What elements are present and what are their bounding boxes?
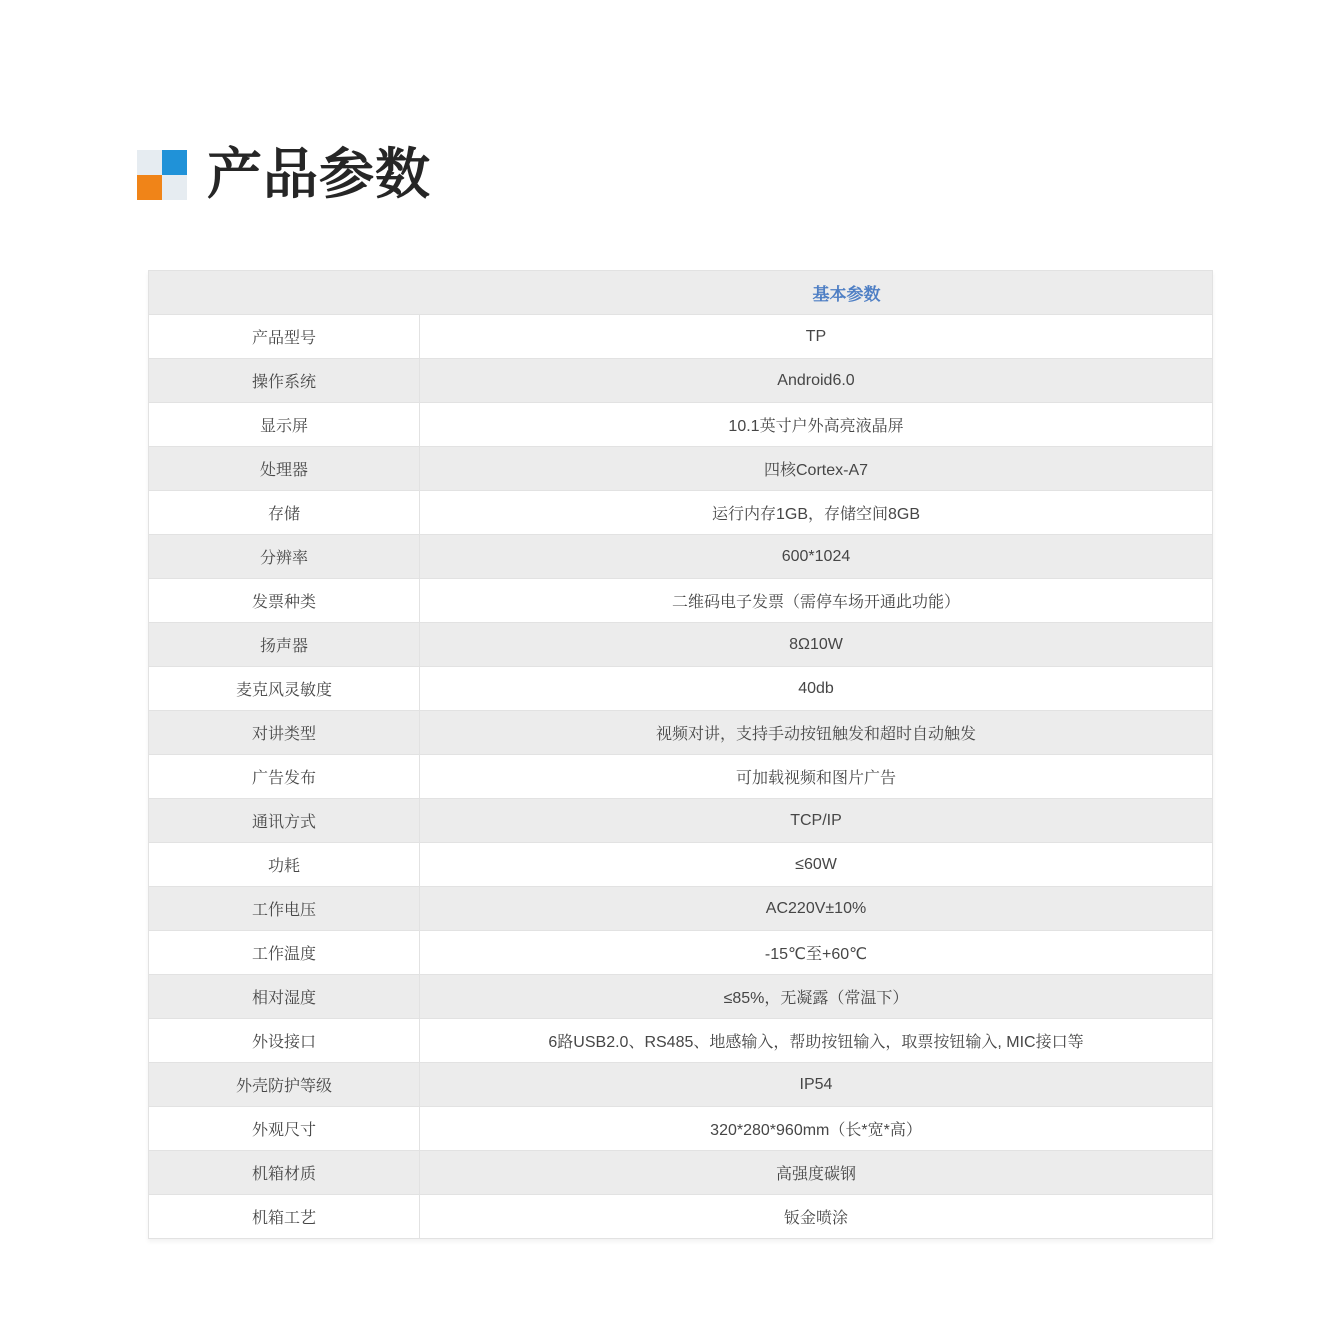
spec-label: 操作系统 xyxy=(149,359,420,403)
spec-value: 320*280*960mm（长*宽*高） xyxy=(420,1107,1213,1151)
logo-square-top-left xyxy=(137,150,162,175)
spec-value: TCP/IP xyxy=(420,799,1213,843)
table-row xyxy=(149,491,1213,535)
table-section-header: 基本参数 xyxy=(149,271,1213,315)
table-section-header-row xyxy=(149,271,1213,315)
spec-value: ≤60W xyxy=(420,843,1213,887)
table-row xyxy=(149,975,1213,1019)
table-row xyxy=(149,1107,1213,1151)
spec-label: 外观尺寸 xyxy=(149,1107,420,1151)
spec-value: 四核Cortex-A7 xyxy=(420,447,1213,491)
spec-value: 视频对讲，支持手动按钮触发和超时自动触发 xyxy=(420,711,1213,755)
table-row xyxy=(149,579,1213,623)
spec-label: 扬声器 xyxy=(149,623,420,667)
spec-value: 10.1英寸户外高亮液晶屏 xyxy=(420,403,1213,447)
spec-label: 对讲类型 xyxy=(149,711,420,755)
table-row xyxy=(149,359,1213,403)
spec-value: 8Ω10W xyxy=(420,623,1213,667)
table-row xyxy=(149,1195,1213,1239)
spec-value: 钣金喷涂 xyxy=(420,1195,1213,1239)
spec-value: Android6.0 xyxy=(420,359,1213,403)
table-row xyxy=(149,931,1213,975)
brand-logo-icon xyxy=(137,150,187,200)
spec-label: 功耗 xyxy=(149,843,420,887)
spec-value: 运行内存1GB，存储空间8GB xyxy=(420,491,1213,535)
table-row xyxy=(149,315,1213,359)
spec-value: IP54 xyxy=(420,1063,1213,1107)
title-block xyxy=(137,143,432,205)
logo-square-bottom-left xyxy=(137,175,162,200)
table-row xyxy=(149,1151,1213,1195)
spec-value: ≤85%，无凝露（常温下） xyxy=(420,975,1213,1019)
table-row xyxy=(149,535,1213,579)
spec-label: 机箱工艺 xyxy=(149,1195,420,1239)
spec-value: -15℃至+60℃ xyxy=(420,931,1213,975)
spec-label: 处理器 xyxy=(149,447,420,491)
spec-label: 机箱材质 xyxy=(149,1151,420,1195)
spec-value: 40db xyxy=(420,667,1213,711)
spec-label: 广告发布 xyxy=(149,755,420,799)
spec-label: 麦克风灵敏度 xyxy=(149,667,420,711)
spec-value: AC220V±10% xyxy=(420,887,1213,931)
spec-value: 6路USB2.0、RS485、地感输入，帮助按钮输入，取票按钮输入, MIC接口等 xyxy=(420,1019,1213,1063)
spec-value: 二维码电子发票（需停车场开通此功能） xyxy=(420,579,1213,623)
spec-table-body xyxy=(149,315,1213,1239)
spec-label: 外设接口 xyxy=(149,1019,420,1063)
logo-square-top-right xyxy=(162,150,187,175)
logo-square-bottom-right xyxy=(162,175,187,200)
table-row xyxy=(149,755,1213,799)
table-row xyxy=(149,843,1213,887)
table-row xyxy=(149,447,1213,491)
table-row xyxy=(149,667,1213,711)
table-row xyxy=(149,711,1213,755)
spec-value: TP xyxy=(420,315,1213,359)
spec-label: 分辨率 xyxy=(149,535,420,579)
spec-label: 相对湿度 xyxy=(149,975,420,1019)
spec-value: 可加载视频和图片广告 xyxy=(420,755,1213,799)
spec-label: 外壳防护等级 xyxy=(149,1063,420,1107)
page-title: 产品参数 xyxy=(207,143,432,205)
spec-value: 600*1024 xyxy=(420,535,1213,579)
spec-label: 显示屏 xyxy=(149,403,420,447)
table-row xyxy=(149,403,1213,447)
table-row xyxy=(149,623,1213,667)
table-row xyxy=(149,1063,1213,1107)
spec-label: 工作电压 xyxy=(149,887,420,931)
spec-label: 产品型号 xyxy=(149,315,420,359)
spec-label: 存储 xyxy=(149,491,420,535)
table-row xyxy=(149,1019,1213,1063)
table-row xyxy=(149,799,1213,843)
table-row xyxy=(149,887,1213,931)
spec-label: 工作温度 xyxy=(149,931,420,975)
spec-value: 高强度碳钢 xyxy=(420,1151,1213,1195)
spec-table xyxy=(148,270,1213,1239)
spec-label: 通讯方式 xyxy=(149,799,420,843)
spec-label: 发票种类 xyxy=(149,579,420,623)
